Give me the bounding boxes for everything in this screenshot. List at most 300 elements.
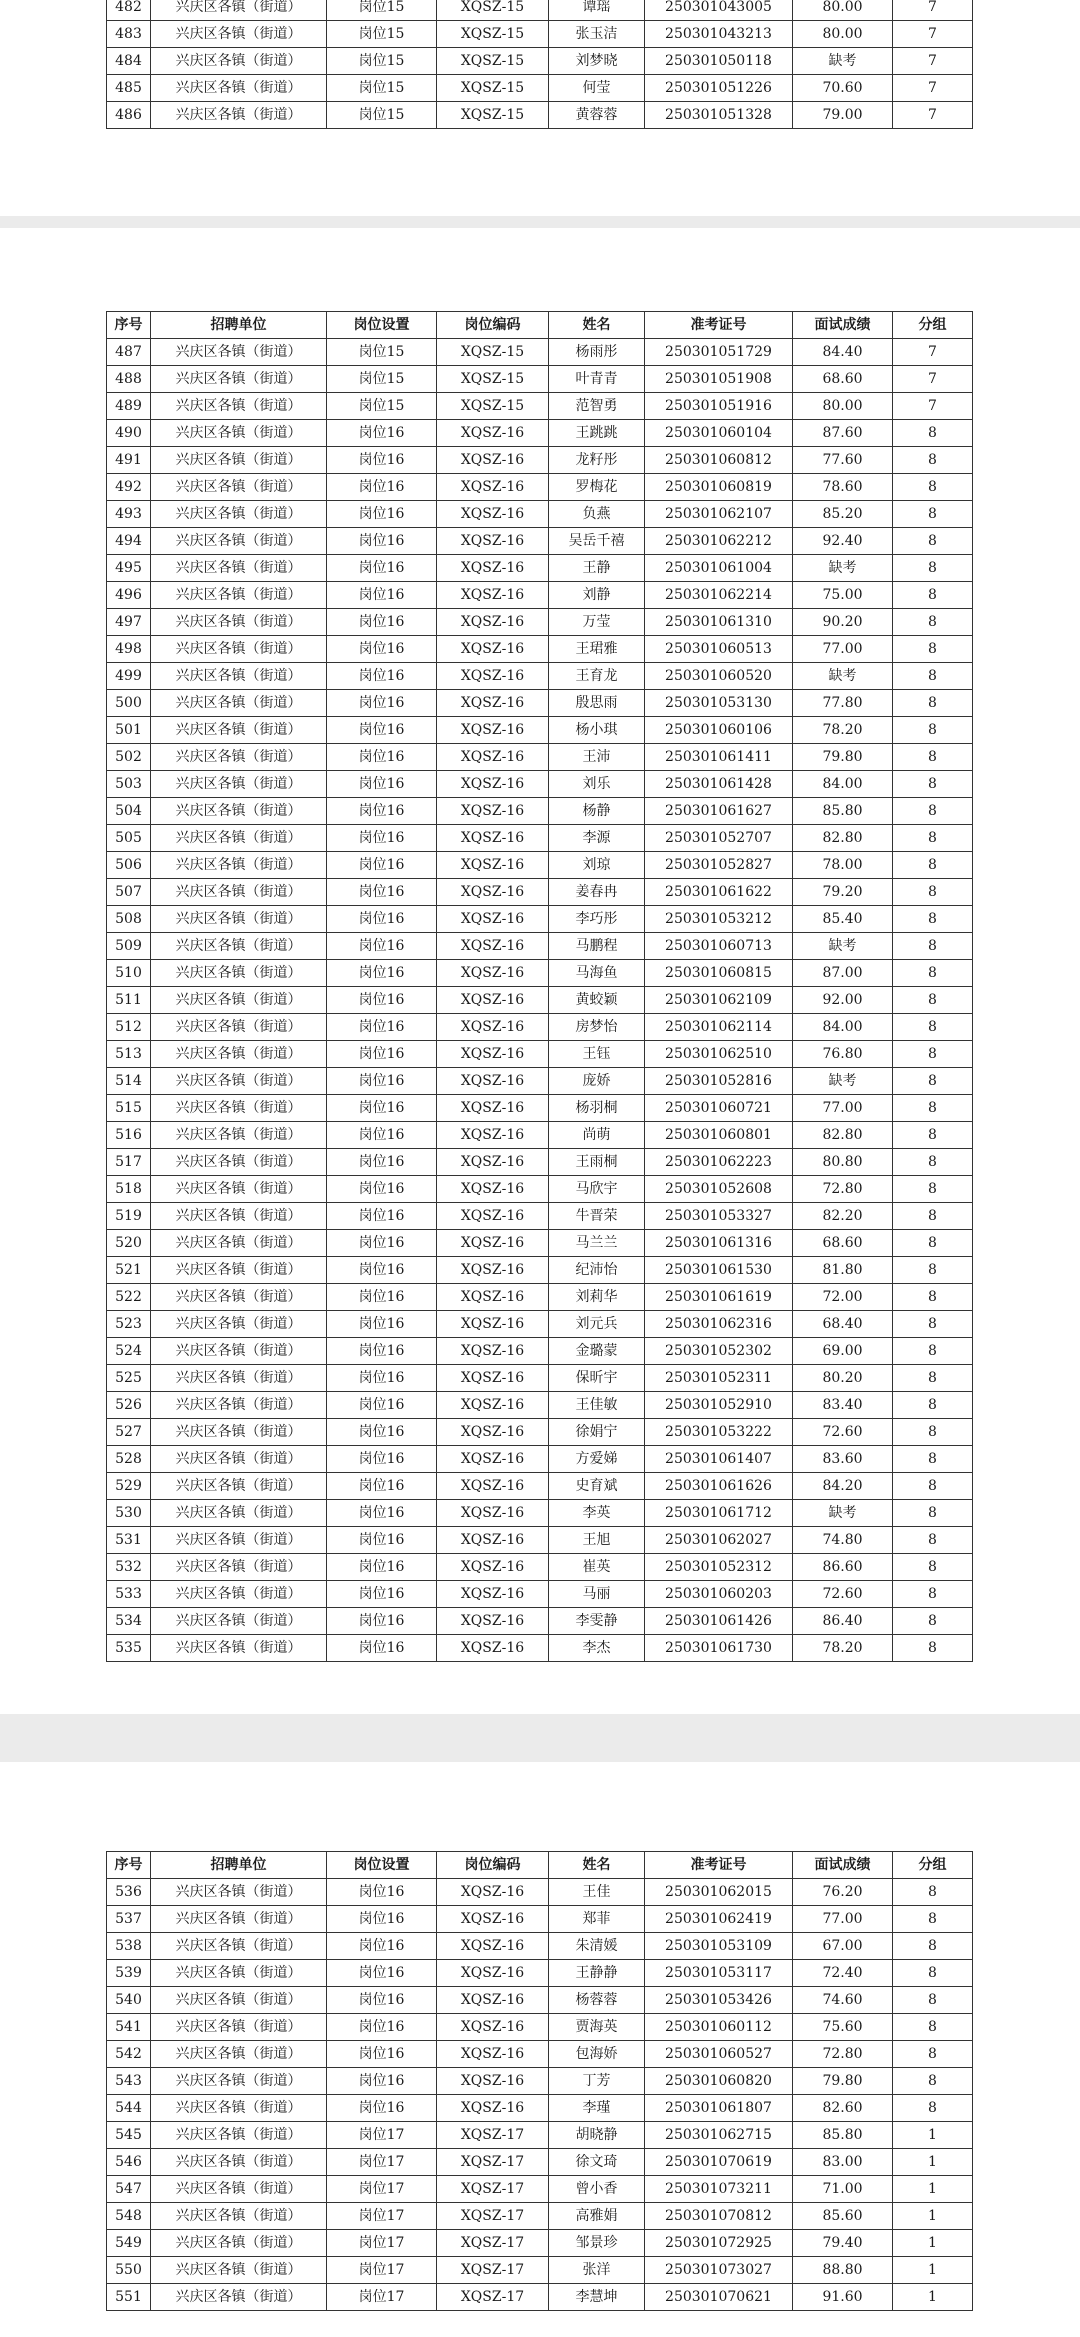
cell-name: 王旭	[549, 1527, 645, 1554]
cell-name: 杨羽桐	[549, 1095, 645, 1122]
cell-unit: 兴庆区各镇（街道）	[151, 1041, 327, 1068]
cell-position: 岗位17	[327, 2230, 437, 2257]
cell-position-code: XQSZ-16	[437, 1500, 549, 1527]
cell-position-code: XQSZ-15	[437, 0, 549, 21]
cell-index: 510	[107, 960, 151, 987]
cell-group: 8	[893, 2014, 973, 2041]
table-row	[107, 636, 973, 663]
cell-exam-id: 250301061316	[645, 1230, 793, 1257]
cell-unit: 兴庆区各镇（街道）	[151, 825, 327, 852]
cell-index: 539	[107, 1960, 151, 1987]
cell-index: 538	[107, 1933, 151, 1960]
column-header: 岗位设置	[327, 1852, 437, 1879]
cell-index: 493	[107, 501, 151, 528]
table-row	[107, 2014, 973, 2041]
cell-position: 岗位16	[327, 1257, 437, 1284]
cell-score: 91.60	[793, 2284, 893, 2311]
cell-unit: 兴庆区各镇（街道）	[151, 2041, 327, 2068]
cell-exam-id: 250301073211	[645, 2176, 793, 2203]
table-row	[107, 852, 973, 879]
cell-position: 岗位15	[327, 393, 437, 420]
cell-exam-id: 250301052816	[645, 1068, 793, 1095]
cell-position-code: XQSZ-15	[437, 393, 549, 420]
cell-group: 8	[893, 1500, 973, 1527]
cell-score: 77.60	[793, 447, 893, 474]
cell-position-code: XQSZ-17	[437, 2122, 549, 2149]
cell-position-code: XQSZ-16	[437, 1906, 549, 1933]
cell-index: 549	[107, 2230, 151, 2257]
cell-index: 540	[107, 1987, 151, 2014]
cell-group: 8	[893, 1446, 973, 1473]
cell-exam-id: 250301051328	[645, 102, 793, 129]
cell-unit: 兴庆区各镇（街道）	[151, 1473, 327, 1500]
cell-position-code: XQSZ-16	[437, 1608, 549, 1635]
cell-name: 何莹	[549, 75, 645, 102]
cell-score: 75.60	[793, 2014, 893, 2041]
cell-index: 520	[107, 1230, 151, 1257]
table-row	[107, 960, 973, 987]
cell-unit: 兴庆区各镇（街道）	[151, 1311, 327, 1338]
table-row	[107, 1879, 973, 1906]
cell-score: 72.60	[793, 1419, 893, 1446]
cell-score: 77.80	[793, 690, 893, 717]
cell-unit: 兴庆区各镇（街道）	[151, 744, 327, 771]
cell-index: 534	[107, 1608, 151, 1635]
table-row	[107, 690, 973, 717]
cell-exam-id: 250301060815	[645, 960, 793, 987]
cell-position: 岗位16	[327, 663, 437, 690]
cell-unit: 兴庆区各镇（街道）	[151, 1149, 327, 1176]
cell-group: 7	[893, 48, 973, 75]
cell-score: 85.80	[793, 798, 893, 825]
cell-unit: 兴庆区各镇（街道）	[151, 1500, 327, 1527]
cell-score: 81.80	[793, 1257, 893, 1284]
cell-group: 8	[893, 1176, 973, 1203]
cell-name: 包海娇	[549, 2041, 645, 2068]
cell-unit: 兴庆区各镇（街道）	[151, 636, 327, 663]
cell-exam-id: 250301061428	[645, 771, 793, 798]
cell-name: 黄蓉蓉	[549, 102, 645, 129]
cell-exam-id: 250301052311	[645, 1365, 793, 1392]
cell-position: 岗位16	[327, 933, 437, 960]
cell-exam-id: 250301043005	[645, 0, 793, 21]
cell-group: 8	[893, 555, 973, 582]
cell-group: 7	[893, 102, 973, 129]
cell-group: 8	[893, 1581, 973, 1608]
cell-exam-id: 250301061627	[645, 798, 793, 825]
cell-position-code: XQSZ-17	[437, 2203, 549, 2230]
cell-exam-id: 250301060527	[645, 2041, 793, 2068]
cell-score: 80.80	[793, 1149, 893, 1176]
cell-name: 刘莉华	[549, 1284, 645, 1311]
cell-score: 80.00	[793, 21, 893, 48]
table-row	[107, 21, 973, 48]
cell-index: 543	[107, 2068, 151, 2095]
cell-position-code: XQSZ-16	[437, 744, 549, 771]
cell-group: 8	[893, 663, 973, 690]
cell-index: 535	[107, 1635, 151, 1662]
cell-exam-id: 250301061426	[645, 1608, 793, 1635]
cell-name: 刘乐	[549, 771, 645, 798]
cell-index: 542	[107, 2041, 151, 2068]
cell-group: 7	[893, 75, 973, 102]
table-header	[107, 312, 973, 339]
table-row	[107, 447, 973, 474]
table-row	[107, 1041, 973, 1068]
cell-name: 叶青青	[549, 366, 645, 393]
cell-group: 8	[893, 1041, 973, 1068]
cell-exam-id: 250301060520	[645, 663, 793, 690]
cell-position-code: XQSZ-15	[437, 339, 549, 366]
cell-exam-id: 250301073027	[645, 2257, 793, 2284]
cell-name: 郑菲	[549, 1906, 645, 1933]
cell-index: 513	[107, 1041, 151, 1068]
cell-name: 王佳	[549, 1879, 645, 1906]
cell-position: 岗位16	[327, 825, 437, 852]
cell-position-code: XQSZ-16	[437, 2068, 549, 2095]
cell-position-code: XQSZ-16	[437, 1230, 549, 1257]
table-row	[107, 906, 973, 933]
cell-score: 86.40	[793, 1608, 893, 1635]
cell-position-code: XQSZ-16	[437, 906, 549, 933]
table-row	[107, 825, 973, 852]
cell-unit: 兴庆区各镇（街道）	[151, 339, 327, 366]
cell-position: 岗位16	[327, 1960, 437, 1987]
cell-name: 李慧坤	[549, 2284, 645, 2311]
cell-position-code: XQSZ-16	[437, 447, 549, 474]
table-row	[107, 0, 973, 21]
cell-group: 8	[893, 582, 973, 609]
cell-position-code: XQSZ-15	[437, 75, 549, 102]
cell-exam-id: 250301062015	[645, 1879, 793, 1906]
cell-position-code: XQSZ-16	[437, 663, 549, 690]
cell-position: 岗位15	[327, 366, 437, 393]
cell-score: 缺考	[793, 663, 893, 690]
cell-exam-id: 250301060104	[645, 420, 793, 447]
cell-score: 71.00	[793, 2176, 893, 2203]
table-row	[107, 1392, 973, 1419]
cell-index: 521	[107, 1257, 151, 1284]
cell-position: 岗位15	[327, 21, 437, 48]
cell-position: 岗位16	[327, 1068, 437, 1095]
cell-name: 贾海英	[549, 2014, 645, 2041]
cell-name: 刘元兵	[549, 1311, 645, 1338]
cell-unit: 兴庆区各镇（街道）	[151, 393, 327, 420]
cell-group: 8	[893, 1473, 973, 1500]
cell-unit: 兴庆区各镇（街道）	[151, 690, 327, 717]
cell-position-code: XQSZ-16	[437, 582, 549, 609]
cell-unit: 兴庆区各镇（街道）	[151, 1554, 327, 1581]
cell-index: 518	[107, 1176, 151, 1203]
cell-position: 岗位16	[327, 852, 437, 879]
cell-score: 79.20	[793, 879, 893, 906]
cell-position-code: XQSZ-16	[437, 1149, 549, 1176]
table-row	[107, 1122, 973, 1149]
cell-position: 岗位16	[327, 447, 437, 474]
table-row	[107, 1284, 973, 1311]
cell-position: 岗位16	[327, 2068, 437, 2095]
cell-position-code: XQSZ-16	[437, 1527, 549, 1554]
cell-position: 岗位16	[327, 1581, 437, 1608]
cell-position: 岗位15	[327, 75, 437, 102]
table-row	[107, 582, 973, 609]
table-row	[107, 2176, 973, 2203]
table-row	[107, 2095, 973, 2122]
cell-position-code: XQSZ-16	[437, 1392, 549, 1419]
cell-name: 殷思雨	[549, 690, 645, 717]
column-header: 准考证号	[645, 1852, 793, 1879]
cell-score: 79.40	[793, 2230, 893, 2257]
cell-group: 8	[893, 420, 973, 447]
cell-group: 8	[893, 1014, 973, 1041]
cell-position-code: XQSZ-16	[437, 933, 549, 960]
cell-exam-id: 250301060106	[645, 717, 793, 744]
cell-score: 缺考	[793, 1068, 893, 1095]
table-body	[107, 339, 973, 1662]
cell-score: 82.80	[793, 1122, 893, 1149]
cell-position-code: XQSZ-16	[437, 690, 549, 717]
cell-position: 岗位16	[327, 1284, 437, 1311]
cell-unit: 兴庆区各镇（街道）	[151, 2068, 327, 2095]
cell-score: 缺考	[793, 48, 893, 75]
cell-group: 8	[893, 690, 973, 717]
cell-group: 7	[893, 393, 973, 420]
cell-position: 岗位16	[327, 2041, 437, 2068]
cell-unit: 兴庆区各镇（街道）	[151, 2284, 327, 2311]
cell-score: 72.80	[793, 2041, 893, 2068]
cell-position: 岗位16	[327, 420, 437, 447]
cell-position: 岗位16	[327, 1500, 437, 1527]
table-row	[107, 420, 973, 447]
cell-score: 85.60	[793, 2203, 893, 2230]
cell-position-code: XQSZ-16	[437, 960, 549, 987]
cell-index: 491	[107, 447, 151, 474]
cell-name: 李源	[549, 825, 645, 852]
cell-group: 8	[893, 447, 973, 474]
cell-position-code: XQSZ-15	[437, 366, 549, 393]
column-header: 序号	[107, 1852, 151, 1879]
cell-unit: 兴庆区各镇（街道）	[151, 1608, 327, 1635]
cell-position: 岗位16	[327, 1554, 437, 1581]
cell-unit: 兴庆区各镇（街道）	[151, 1068, 327, 1095]
cell-exam-id: 250301062107	[645, 501, 793, 528]
cell-exam-id: 250301051908	[645, 366, 793, 393]
cell-name: 马鹏程	[549, 933, 645, 960]
cell-position-code: XQSZ-16	[437, 1122, 549, 1149]
table-header	[107, 1852, 973, 1879]
cell-group: 8	[893, 717, 973, 744]
column-header: 序号	[107, 312, 151, 339]
cell-unit: 兴庆区各镇（街道）	[151, 102, 327, 129]
table-row	[107, 339, 973, 366]
cell-group: 7	[893, 366, 973, 393]
cell-position: 岗位16	[327, 1095, 437, 1122]
table-row	[107, 1176, 973, 1203]
cell-index: 500	[107, 690, 151, 717]
cell-name: 尚萌	[549, 1122, 645, 1149]
cell-score: 79.80	[793, 2068, 893, 2095]
cell-position-code: XQSZ-16	[437, 1960, 549, 1987]
cell-index: 504	[107, 798, 151, 825]
table-row	[107, 1987, 973, 2014]
table-row	[107, 1068, 973, 1095]
cell-exam-id: 250301061619	[645, 1284, 793, 1311]
cell-index: 524	[107, 1338, 151, 1365]
cell-position-code: XQSZ-16	[437, 474, 549, 501]
cell-group: 8	[893, 1527, 973, 1554]
cell-position: 岗位17	[327, 2176, 437, 2203]
cell-index: 545	[107, 2122, 151, 2149]
cell-group: 1	[893, 2203, 973, 2230]
cell-unit: 兴庆区各镇（街道）	[151, 1527, 327, 1554]
cell-exam-id: 250301043213	[645, 21, 793, 48]
cell-name: 杨静	[549, 798, 645, 825]
cell-name: 王珺雅	[549, 636, 645, 663]
cell-name: 罗梅花	[549, 474, 645, 501]
cell-position-code: XQSZ-16	[437, 879, 549, 906]
cell-exam-id: 250301052707	[645, 825, 793, 852]
cell-position-code: XQSZ-17	[437, 2257, 549, 2284]
cell-position-code: XQSZ-16	[437, 1068, 549, 1095]
cell-exam-id: 250301061530	[645, 1257, 793, 1284]
cell-index: 531	[107, 1527, 151, 1554]
cell-score: 83.00	[793, 2149, 893, 2176]
column-header: 分组	[893, 1852, 973, 1879]
cell-name: 黄蛟颖	[549, 987, 645, 1014]
cell-name: 王跳跳	[549, 420, 645, 447]
cell-group: 8	[893, 933, 973, 960]
cell-exam-id: 250301060112	[645, 2014, 793, 2041]
cell-exam-id: 250301062214	[645, 582, 793, 609]
table-row	[107, 48, 973, 75]
cell-position-code: XQSZ-16	[437, 1041, 549, 1068]
cell-exam-id: 250301070621	[645, 2284, 793, 2311]
cell-name: 万莹	[549, 609, 645, 636]
score-table	[106, 1851, 973, 2311]
document-page-1	[0, 0, 1080, 216]
cell-group: 8	[893, 1257, 973, 1284]
cell-position: 岗位16	[327, 1527, 437, 1554]
cell-position-code: XQSZ-15	[437, 48, 549, 75]
cell-score: 72.40	[793, 1960, 893, 1987]
cell-exam-id: 250301053130	[645, 690, 793, 717]
cell-group: 8	[893, 1149, 973, 1176]
cell-name: 李巧彤	[549, 906, 645, 933]
cell-position: 岗位17	[327, 2122, 437, 2149]
cell-score: 92.00	[793, 987, 893, 1014]
cell-position: 岗位16	[327, 1635, 437, 1662]
cell-unit: 兴庆区各镇（街道）	[151, 1906, 327, 1933]
cell-group: 8	[893, 1230, 973, 1257]
cell-group: 7	[893, 0, 973, 21]
cell-position-code: XQSZ-16	[437, 636, 549, 663]
cell-unit: 兴庆区各镇（街道）	[151, 1419, 327, 1446]
cell-index: 551	[107, 2284, 151, 2311]
cell-position-code: XQSZ-16	[437, 1554, 549, 1581]
cell-group: 7	[893, 21, 973, 48]
cell-unit: 兴庆区各镇（街道）	[151, 1581, 327, 1608]
table-row	[107, 1338, 973, 1365]
cell-score: 77.00	[793, 1906, 893, 1933]
table-body	[107, 1879, 973, 2311]
cell-index: 523	[107, 1311, 151, 1338]
cell-exam-id: 250301061807	[645, 2095, 793, 2122]
cell-exam-id: 250301062715	[645, 2122, 793, 2149]
cell-group: 8	[893, 1284, 973, 1311]
cell-exam-id: 250301053327	[645, 1203, 793, 1230]
cell-position-code: XQSZ-16	[437, 717, 549, 744]
cell-exam-id: 250301051729	[645, 339, 793, 366]
cell-group: 8	[893, 1338, 973, 1365]
cell-name: 龙籽彤	[549, 447, 645, 474]
cell-exam-id: 250301062223	[645, 1149, 793, 1176]
cell-index: 497	[107, 609, 151, 636]
cell-unit: 兴庆区各镇（街道）	[151, 2122, 327, 2149]
cell-index: 486	[107, 102, 151, 129]
cell-group: 8	[893, 1365, 973, 1392]
cell-index: 482	[107, 0, 151, 21]
cell-index: 527	[107, 1419, 151, 1446]
cell-name: 杨小琪	[549, 717, 645, 744]
cell-score: 77.00	[793, 1095, 893, 1122]
cell-score: 68.60	[793, 366, 893, 393]
cell-index: 495	[107, 555, 151, 582]
cell-index: 498	[107, 636, 151, 663]
cell-group: 8	[893, 1608, 973, 1635]
table-row	[107, 1500, 973, 1527]
table-row	[107, 1933, 973, 1960]
cell-position: 岗位16	[327, 609, 437, 636]
table-row	[107, 744, 973, 771]
cell-position: 岗位16	[327, 582, 437, 609]
cell-unit: 兴庆区各镇（街道）	[151, 1176, 327, 1203]
cell-unit: 兴庆区各镇（街道）	[151, 474, 327, 501]
cell-index: 502	[107, 744, 151, 771]
cell-score: 缺考	[793, 933, 893, 960]
cell-index: 519	[107, 1203, 151, 1230]
cell-index: 511	[107, 987, 151, 1014]
cell-exam-id: 250301062109	[645, 987, 793, 1014]
column-header: 招聘单位	[151, 312, 327, 339]
cell-name: 杨蓉蓉	[549, 1987, 645, 2014]
table-row	[107, 1527, 973, 1554]
score-table	[106, 311, 973, 1662]
table-row	[107, 2230, 973, 2257]
table-row	[107, 2284, 973, 2311]
cell-unit: 兴庆区各镇（街道）	[151, 933, 327, 960]
cell-unit: 兴庆区各镇（街道）	[151, 1933, 327, 1960]
cell-unit: 兴庆区各镇（街道）	[151, 21, 327, 48]
cell-exam-id: 250301062114	[645, 1014, 793, 1041]
cell-position-code: XQSZ-17	[437, 2176, 549, 2203]
cell-score: 86.60	[793, 1554, 893, 1581]
cell-score: 84.40	[793, 339, 893, 366]
cell-score: 85.20	[793, 501, 893, 528]
cell-position: 岗位16	[327, 2014, 437, 2041]
cell-score: 79.80	[793, 744, 893, 771]
cell-index: 512	[107, 1014, 151, 1041]
cell-exam-id: 250301053426	[645, 1987, 793, 2014]
cell-index: 530	[107, 1500, 151, 1527]
table-row	[107, 879, 973, 906]
table-row	[107, 1365, 973, 1392]
cell-group: 8	[893, 1122, 973, 1149]
cell-position: 岗位16	[327, 1122, 437, 1149]
cell-group: 8	[893, 1068, 973, 1095]
cell-exam-id: 250301061004	[645, 555, 793, 582]
cell-index: 544	[107, 2095, 151, 2122]
table-row	[107, 474, 973, 501]
